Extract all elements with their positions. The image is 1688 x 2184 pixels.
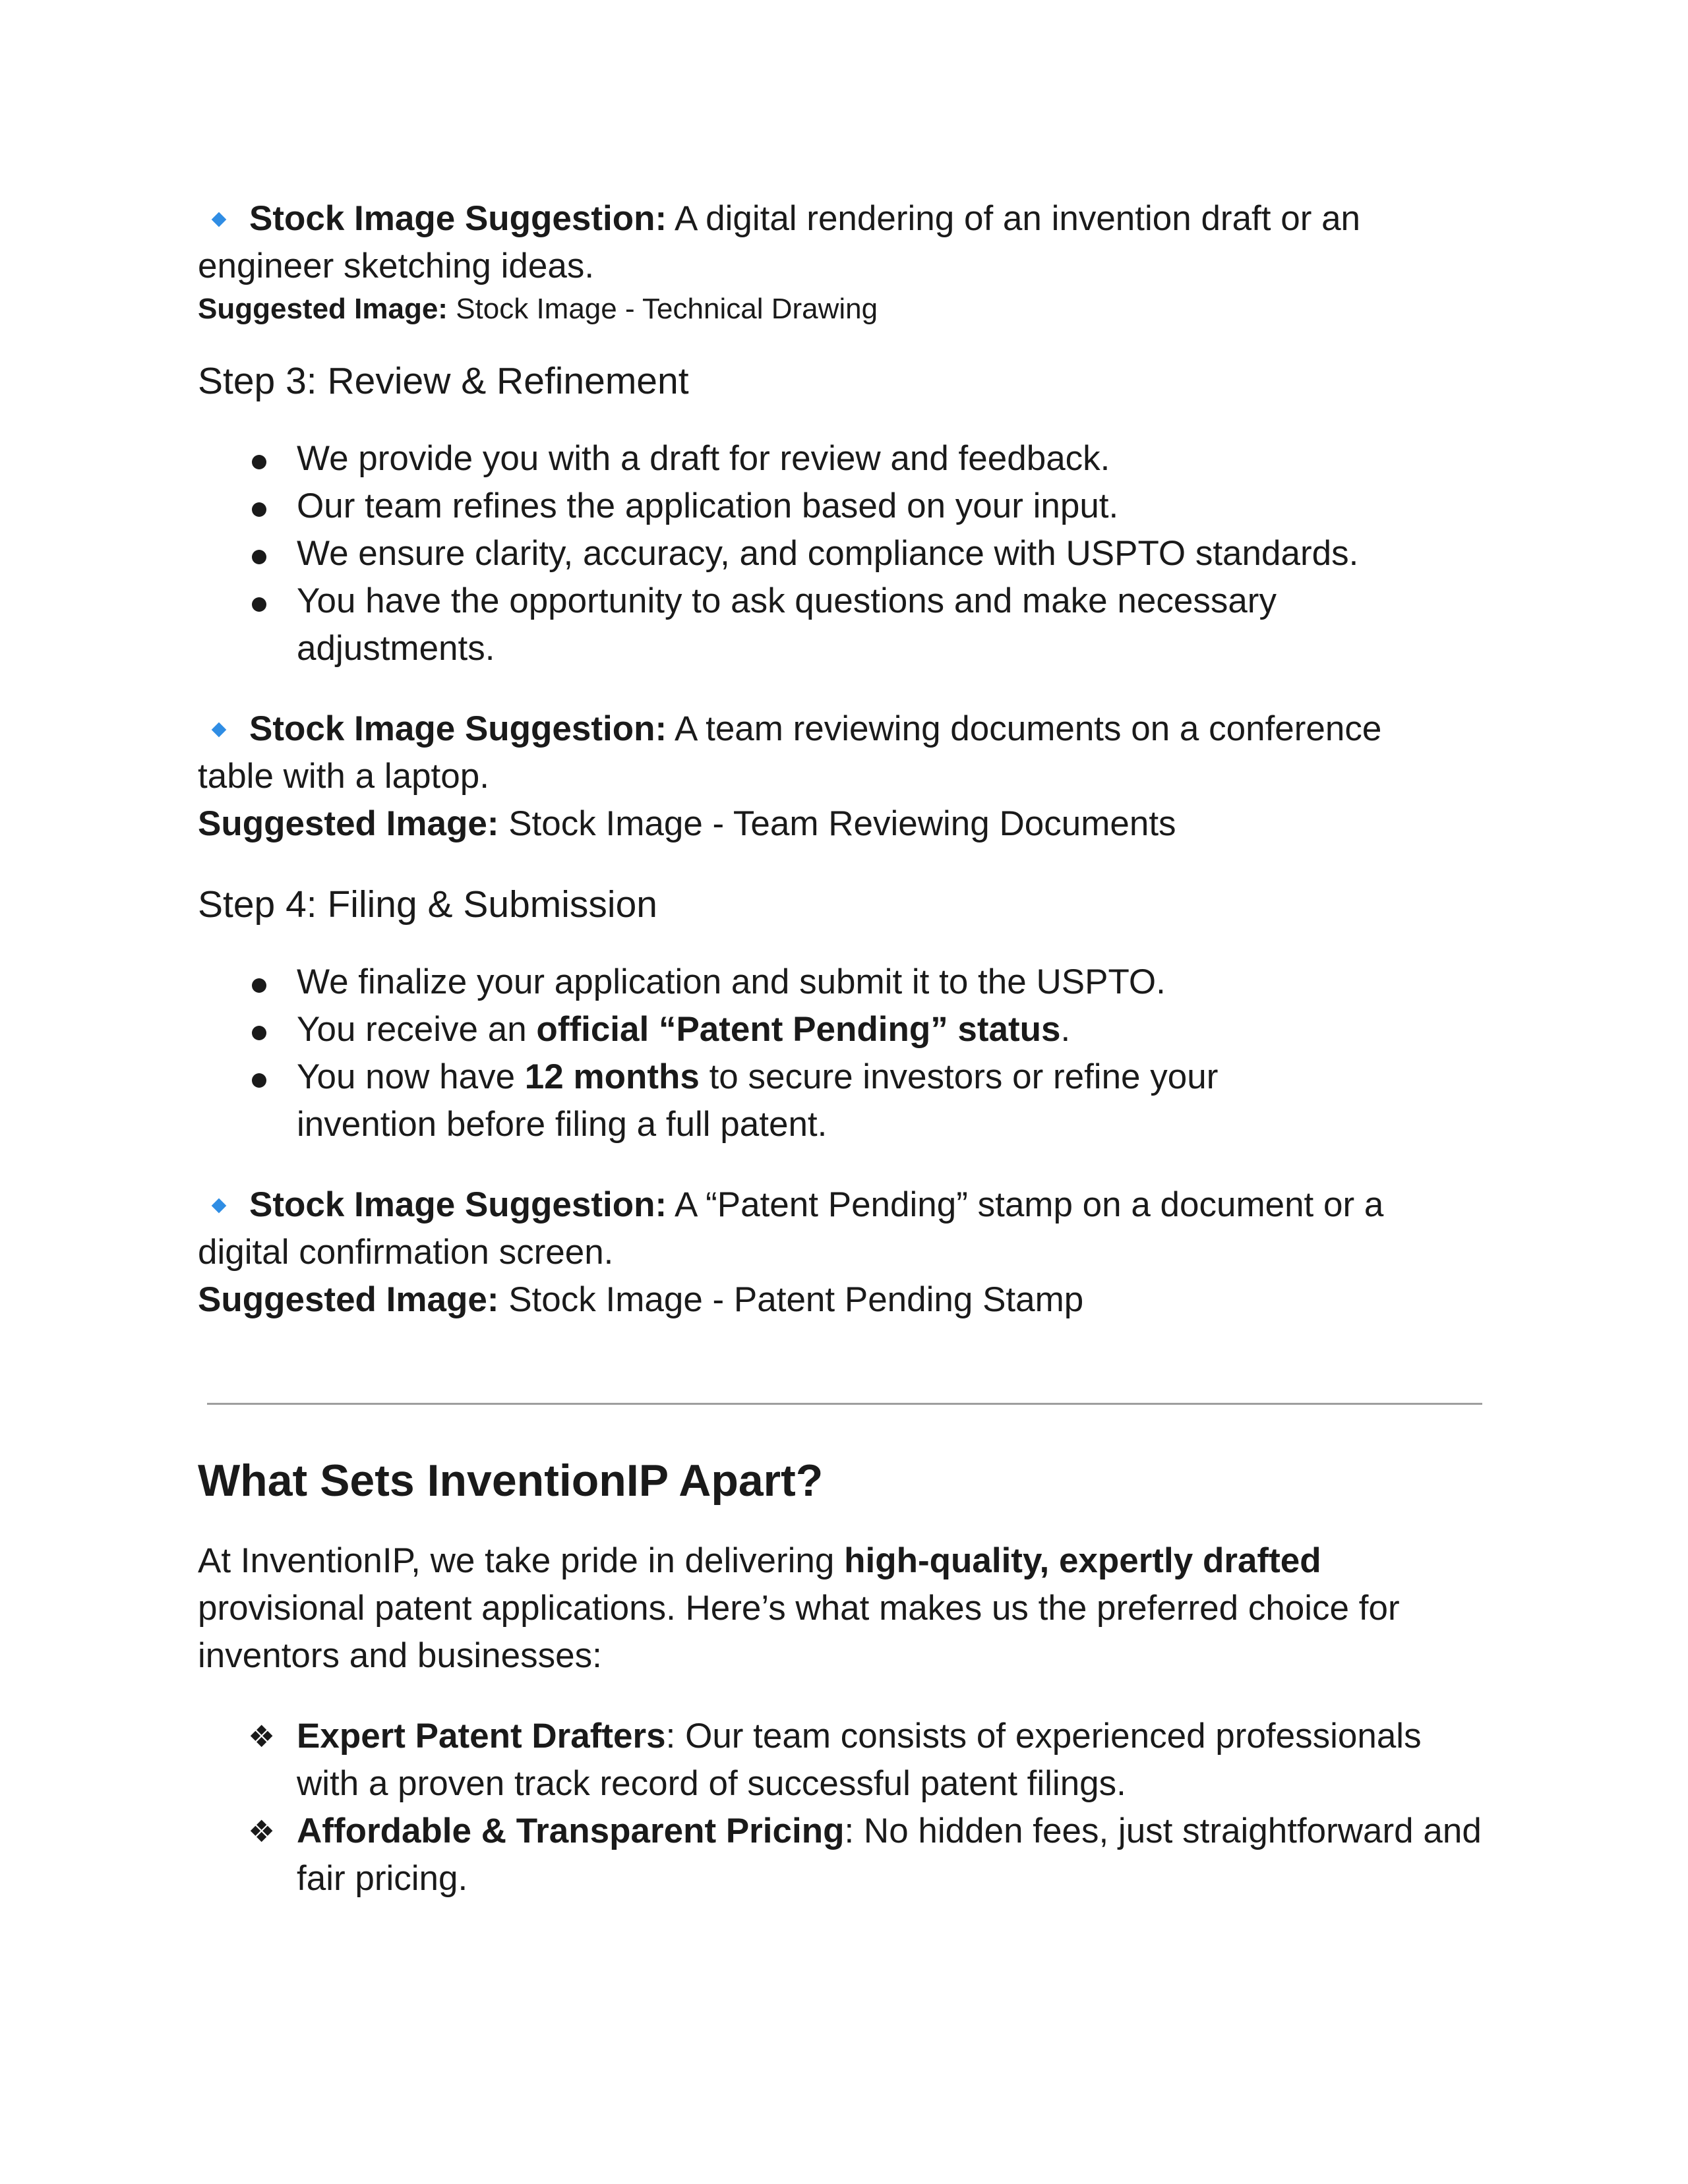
stock-image-label: Stock Image Suggestion: (249, 1185, 667, 1224)
blue-diamond-icon (212, 723, 227, 738)
step-3-heading: Step 3: Review & Refinement (198, 360, 689, 402)
list-item: You have the opportunity to ask questions and make necessary adjustments. (198, 577, 1424, 672)
suggested-image-text: Stock Image - Technical Drawing (447, 293, 878, 325)
suggested-image-text: Stock Image - Team Reviewing Documents (498, 804, 1176, 843)
bullet-dot-icon (252, 597, 266, 612)
list-item: We finalize your application and submit it to the USPTO. (198, 959, 1424, 1006)
bullet-dot-icon (252, 1026, 266, 1040)
list-item: Our team refines the application based on your input. (198, 483, 1424, 530)
bullet-dot-icon (252, 502, 266, 517)
step-3-list (198, 435, 1424, 672)
suggested-image-label: Suggested Image: (198, 1280, 499, 1319)
blue-diamond-icon (212, 1198, 227, 1214)
list-item: We provide you with a draft for review and feedback. (198, 435, 1424, 483)
list-item: You receive an official “Patent Pending” status. (198, 1006, 1424, 1053)
bullet-dot-icon (252, 455, 266, 469)
four-diamond-bullet-icon: ❖ (248, 1814, 276, 1849)
bullet-dot-icon (252, 1073, 266, 1088)
stock-image-text: A team reviewing documents on a conference table with a laptop. (198, 709, 1382, 796)
stock-image-suggestion-3 (198, 1181, 1424, 1276)
stock-image-text: A “Patent Pending” stamp on a document or a digital confirmation screen. (198, 1185, 1384, 1272)
step-4-heading: Step 4: Filing & Submission (198, 883, 657, 926)
suggested-image-2 (198, 800, 1490, 848)
section-what-sets-apart (198, 1453, 1490, 1903)
suggested-image-label: Suggested Image: (198, 293, 448, 325)
stock-image-label: Stock Image Suggestion: (249, 709, 667, 748)
list-item: ❖ Affordable & Transparent Pricing: No hidden fees, just straightforward and fair pricing. (198, 1808, 1490, 1903)
suggested-image-3 (198, 1276, 1490, 1324)
stock-image-suggestion-2 (198, 705, 1424, 800)
list-item: You now have 12 months to secure investors or refine your invention before filing a full patent. (198, 1053, 1424, 1148)
bullet-dot-icon (252, 978, 266, 993)
step-4-list (198, 959, 1424, 1148)
bullet-dot-icon (252, 550, 266, 564)
stock-image-label: Stock Image Suggestion: (249, 199, 667, 238)
stock-image-suggestion-1 (198, 195, 1424, 290)
stock-image-text: A digital rendering of an invention draft or an engineer sketching ideas. (198, 199, 1361, 285)
blue-diamond-icon (212, 212, 227, 227)
suggested-image-1 (198, 290, 1490, 328)
section-intro: At InventionIP, we take pride in delivering high-quality, expertly drafted provisional patent applications. Here’s what makes us the preferred choice for inventors and businesses: (198, 1541, 1400, 1675)
horizontal-divider (207, 1403, 1482, 1405)
suggested-image-text: Stock Image - Patent Pending Stamp (498, 1280, 1084, 1319)
list-item: We ensure clarity, accuracy, and compliance with USPTO standards. (198, 530, 1424, 577)
four-diamond-bullet-icon: ❖ (248, 1719, 276, 1754)
features-list (198, 1713, 1490, 1903)
document-page (198, 195, 1490, 1324)
list-item: ❖ Expert Patent Drafters: Our team consists of experienced professionals with a proven track record of successful patent filings. (198, 1713, 1490, 1808)
section-heading: What Sets InventionIP Apart? (198, 1456, 824, 1506)
suggested-image-label: Suggested Image: (198, 804, 499, 843)
